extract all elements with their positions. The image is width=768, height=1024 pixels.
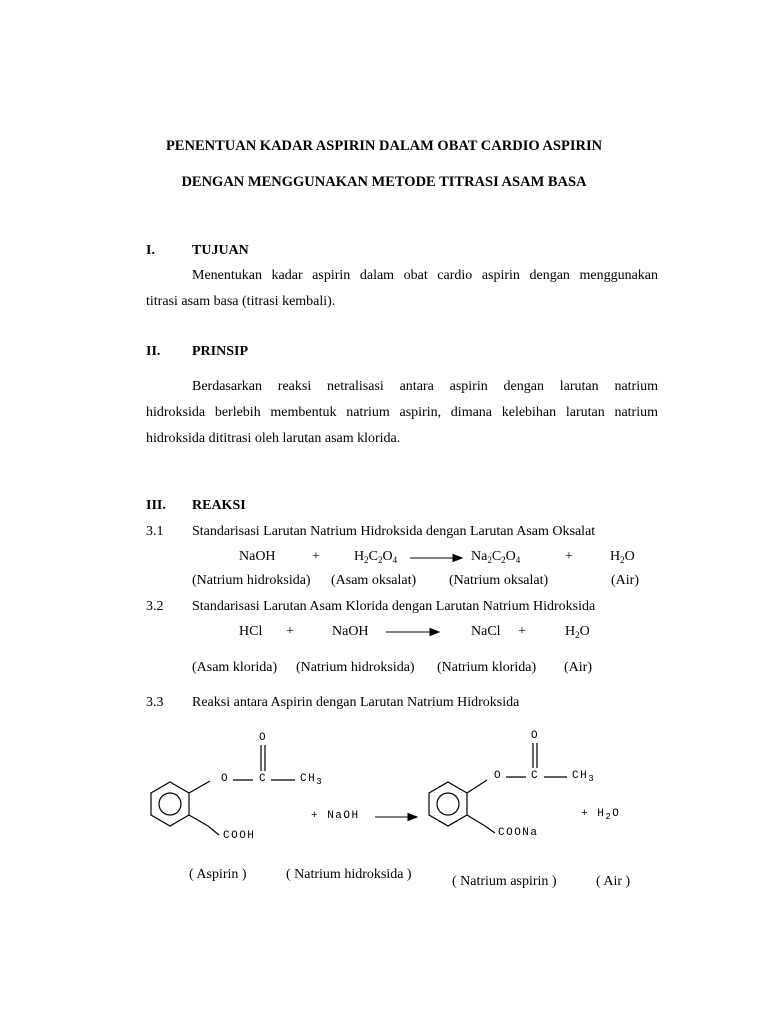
label-air: (Air) [564, 660, 592, 675]
paragraph-line: Berdasarkan reaksi netralisasi antara aspirin dengan larutan natrium [192, 379, 658, 394]
reaction-1-heading: Standarisasi Larutan Natrium Hidroksida dengan Larutan Asam Oksalat [192, 524, 596, 539]
natrium-aspirin-structure [429, 743, 567, 833]
plus-sign: + [565, 549, 573, 564]
formula-h2o: $H_2O$ [610, 549, 635, 565]
paragraph-line: hidroksida berlebih membentuk natrium aspirin, dimana kelebihan larutan natrium [146, 405, 658, 420]
formula-nacl: NaCl [471, 624, 501, 639]
product-h2o: + $H_2O$ [581, 808, 621, 822]
atom-label-o: O [531, 730, 540, 742]
label-natrium-hidroksida: (Natrium hidroksida) [192, 573, 311, 588]
formula-naoh: NaOH [332, 624, 369, 639]
section-reaksi-title: REAKSI [192, 498, 246, 513]
reagent-naoh: + NaOH [311, 810, 360, 822]
reaction-2-number: 3.2 [146, 599, 164, 614]
reaction-arrow [410, 555, 462, 562]
plus-sign: + [518, 624, 526, 639]
formula-h2c2o4: $H_2C_2O_4$ [354, 549, 398, 565]
plus-sign: + [312, 549, 320, 564]
label-natrium-hidroksida: (Natrium hidroksida) [296, 660, 415, 675]
label-aspirin: ( Aspirin ) [189, 867, 247, 882]
reaction-3-number: 3.3 [146, 695, 164, 710]
label-asam-oksalat: (Asam oksalat) [331, 573, 417, 588]
atom-label-c: C [531, 770, 540, 782]
label-air: ( Air ) [596, 874, 631, 889]
section-reaksi-number: III. [146, 498, 166, 513]
section-prinsip-title: PRINSIP [192, 344, 249, 359]
label-asam-klorida: (Asam klorida) [192, 660, 278, 675]
label-air: (Air) [611, 573, 639, 588]
section-tujuan-number: I. [146, 243, 155, 258]
group-label-coona: COONa [498, 827, 539, 839]
formula-na2c2o4: $Na_2C_2O_4$ [471, 549, 521, 565]
group-label-cooh: COOH [223, 830, 256, 842]
paragraph-line: hidroksida dititrasi oleh larutan asam klorida. [146, 431, 401, 446]
atom-label-o: O [494, 770, 503, 782]
atom-label-c: C [259, 773, 268, 785]
reaction-arrow [386, 629, 439, 636]
formula-hcl: HCl [239, 624, 263, 639]
plus-sign: + [286, 624, 294, 639]
document-title-line-2: DENGAN MENGGUNAKAN METODE TITRASI ASAM BASA [181, 174, 587, 190]
document-title-line-1: PENENTUAN KADAR ASPIRIN DALAM OBAT CARDIO ASPIRIN [165, 138, 603, 154]
reaction-arrow [375, 814, 417, 821]
label-natrium-aspirin: ( Natrium aspirin ) [452, 874, 557, 889]
paragraph-line: titrasi asam basa (titrasi kembali). [146, 294, 336, 309]
section-tujuan-title: TUJUAN [192, 243, 249, 258]
aspirin-structure [151, 745, 295, 835]
label-natrium-hidroksida: ( Natrium hidroksida ) [286, 867, 412, 882]
group-label-ch3: $CH_3$ [572, 770, 596, 784]
formula-h2o: $H_2O$ [565, 624, 590, 640]
atom-label-o: O [221, 773, 230, 785]
paragraph-line: Menentukan kadar aspirin dalam obat cardio aspirin dengan menggunakan [192, 268, 658, 283]
reaction-1-number: 3.1 [146, 524, 164, 539]
group-label-ch3: $CH_3$ [300, 773, 324, 787]
label-natrium-klorida: (Natrium klorida) [437, 660, 537, 675]
reaction-3-heading: Reaksi antara Aspirin dengan Larutan Natrium Hidroksida [192, 695, 520, 710]
section-prinsip-number: II. [146, 344, 161, 359]
label-natrium-oksalat: (Natrium oksalat) [449, 573, 549, 588]
formula-naoh: NaOH [239, 549, 276, 564]
atom-label-o: O [259, 732, 268, 744]
reaction-2-heading: Standarisasi Larutan Asam Klorida dengan Larutan Natrium Hidroksida [192, 599, 596, 614]
